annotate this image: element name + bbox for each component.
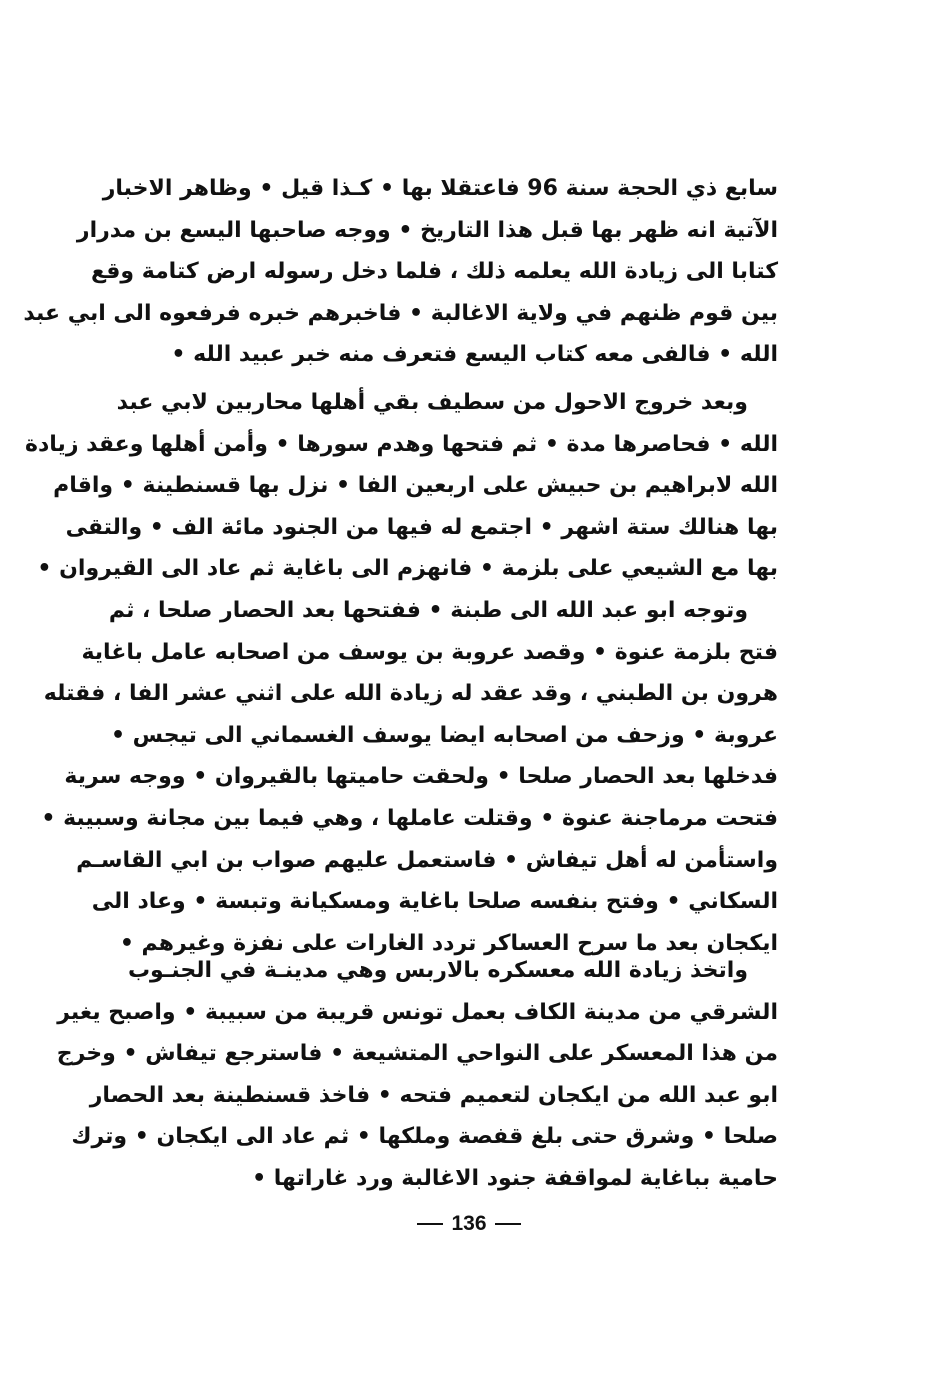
text-line: هرون بن الطبني ، وقد عقد له زيادة الله على اثني عشر الفا ، فقتله	[43, 681, 778, 707]
text-line: الله • فحاصرها مدة • ثم فتحها وهدم سورها • وأمن أهلها وعقد زيادة	[25, 431, 778, 457]
text-line: الله • فالفى معه كتاب اليسع فتعرف منه خبر عبيد الله •	[171, 342, 778, 368]
text-line: السكاني • وفتح بنفسه صلحا باغاية ومسكيانة وتبسة • وعاد الى	[91, 889, 778, 915]
text-line: ايكجان بعد ما سرح العساكر تردد الغارات على نفزة وغيرهم •	[119, 930, 778, 956]
text-line: سابع ذي الحجة سنة 96 فاعتقلا بها • كـذا قيل • وظاهر الاخبار	[102, 176, 778, 201]
text-line: فتحت مرماجنة عنوة • وقتلت عاملها ، وهي فيما بين مجانة وسبيبة •	[41, 805, 778, 831]
text-line: حامية بباغاية لمواقفة جنود الاغالبة ورد غاراتها •	[252, 1165, 778, 1191]
text-line: بين قوم ظنهم في ولاية الاغالبة • فاخبرهم خبره فرفعوه الى ابي عبد	[23, 300, 778, 326]
paragraph-2	[25, 382, 778, 590]
text-line: واتخذ زيادة الله معسكره بالاربس وهي مدينـة في الجنـوب	[127, 958, 748, 983]
text-line: وتوجه ابو عبد الله الى طبنة • ففتحها بعد الحصار صلحا ، ثم	[108, 598, 748, 623]
text-line: بها مع الشيعي على بلزمة • فانهزم الى باغاية ثم عاد الى القيروان •	[37, 556, 778, 582]
page-number-value: 136	[451, 1212, 487, 1235]
text-line: وبعد خروج الاحول من سطيف بقي أهلها محاربين لابي عبد	[116, 390, 748, 415]
left-dash	[417, 1223, 443, 1225]
paragraph-1	[23, 168, 778, 376]
page-number	[0, 1212, 938, 1236]
text-line: بها هنالك ستة اشهر • اجتمع له فيها من الجنود مائة الف • والتقى	[65, 514, 778, 540]
text-line: ابو عبد الله من ايكجان لتعميم فتحه • فاخذ قسنطينة بعد الحصار	[89, 1082, 778, 1108]
paragraph-4	[56, 950, 778, 1200]
text-line: كتابا الى زيادة الله يعلمه ذلك ، فلما دخل رسوله ارض كتامة وقع	[90, 259, 778, 285]
text-line: الله لابراهيم بن حبيش على اربعين الفا • نزل بها قسنطينة • واقام	[53, 473, 778, 499]
text-line: من هذا المعسكر على النواحي المتشيعة • فاسترجع تيفاش • وخرج	[56, 1041, 778, 1067]
text-line: فدخلها بعد الحصار صلحا • ولحقت حاميتها بالقيروان • ووجه سرية	[64, 764, 778, 790]
text-line: الشرقي من مدينة الكاف بعمل تونس قريبة من سبيبة • واصبح يغير	[57, 999, 778, 1025]
text-line: واستأمن له أهل تيفاش • فاستعمل عليهم صواب بن ابي القاسـم	[76, 847, 778, 873]
text-line: الآتية انه ظهر بها قبل هذا التاريخ • ووجه صاحبها اليسع بن مدرار	[76, 217, 778, 243]
right-dash	[495, 1223, 521, 1225]
text-line: فتح بلزمة عنوة • وقصد عروبة بن يوسف من اصحابه عامل باغاية	[81, 639, 778, 665]
paragraph-3	[41, 590, 778, 964]
text-line: صلحا • وشرق حتى بلغ قفصة وملكها • ثم عاد الى ايكجان • وترك	[71, 1124, 778, 1150]
text-line: عروبة • وزحف من اصحابه ايضا يوسف الغسماني الى تيجس •	[110, 722, 778, 748]
